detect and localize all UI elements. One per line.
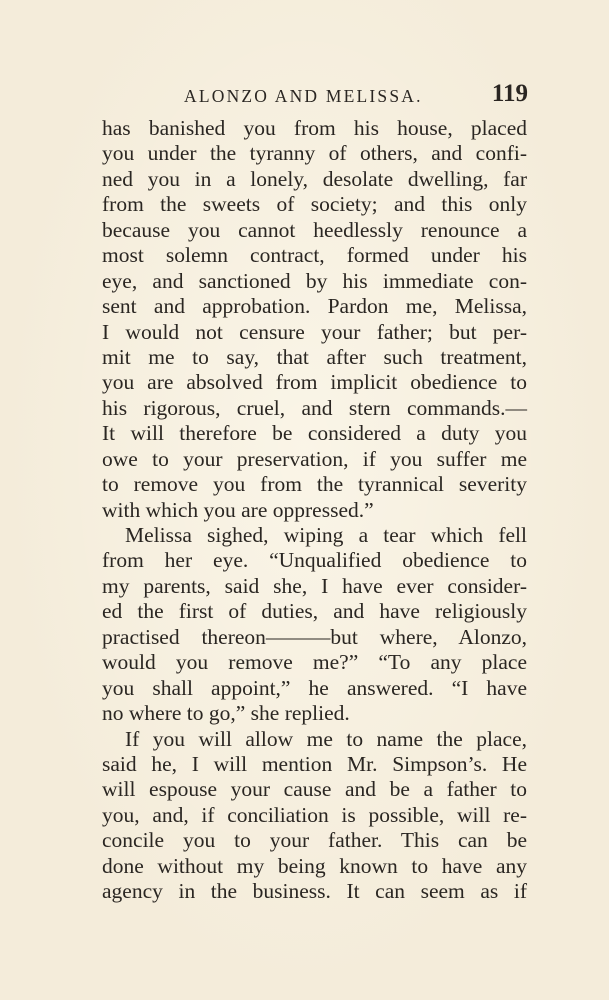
- text-line: agency in the business. It can seem as if: [102, 879, 527, 904]
- text-line: no where to go,” she replied.: [102, 701, 350, 726]
- text-line: done without my being known to have any: [102, 853, 527, 878]
- text-line: eye, and sanctioned by his immediate con-: [102, 268, 527, 293]
- text-line: ned you in a lonely, desolate dwelling, far: [102, 166, 527, 191]
- body-text: [102, 116, 527, 905]
- running-title: ALONZO AND MELISSA.: [184, 86, 423, 106]
- text-line: you shall appoint,” he answered. “I have: [102, 675, 527, 700]
- text-line: Melissa sighed, wiping a tear which fell: [125, 523, 527, 547]
- text-line: practised thereon———but where, Alonzo,: [102, 624, 527, 649]
- text-line: concile you to your father. This can be: [102, 828, 527, 853]
- text-line: mit me to say, that after such treatment,: [102, 344, 527, 369]
- text-line: said he, I will mention Mr. Simpson’s. He: [102, 751, 527, 776]
- text-line: has banished you from his house, placed: [102, 116, 527, 140]
- text-line: would you remove me?” “To any place: [102, 650, 527, 675]
- text-line: from the sweets of society; and this only: [102, 192, 527, 217]
- text-line: will espouse your cause and be a father to: [102, 777, 527, 802]
- text-line: most solemn contract, formed under his: [102, 243, 527, 268]
- text-line: owe to your preservation, if you suffer me: [102, 446, 527, 471]
- text-line: I would not censure your father; but per-: [102, 319, 527, 344]
- running-head: [100, 80, 528, 110]
- page-number: 119: [491, 80, 528, 107]
- text-line: ed the first of duties, and have religiously: [102, 599, 527, 624]
- text-line: his rigorous, cruel, and stern commands.—: [102, 395, 527, 420]
- text-line: because you cannot heedlessly renounce a: [102, 217, 527, 242]
- text-line: from her eye. “Unqualified obedience to: [102, 548, 527, 573]
- text-line: my parents, said she, I have ever consider-: [102, 573, 527, 598]
- text-line: you, and, if conciliation is possible, will re-: [102, 802, 527, 827]
- text-line: you are absolved from implicit obedience to: [102, 370, 527, 395]
- text-line: sent and approbation. Pardon me, Melissa,: [102, 294, 527, 319]
- text-line: with which you are oppressed.”: [102, 497, 374, 522]
- text-line: It will therefore be considered a duty you: [102, 421, 527, 446]
- text-line: you under the tyranny of others, and confi-: [102, 141, 527, 166]
- text-line: If you will allow me to name the place,: [125, 726, 527, 751]
- text-line: to remove you from the tyrannical severity: [102, 472, 527, 497]
